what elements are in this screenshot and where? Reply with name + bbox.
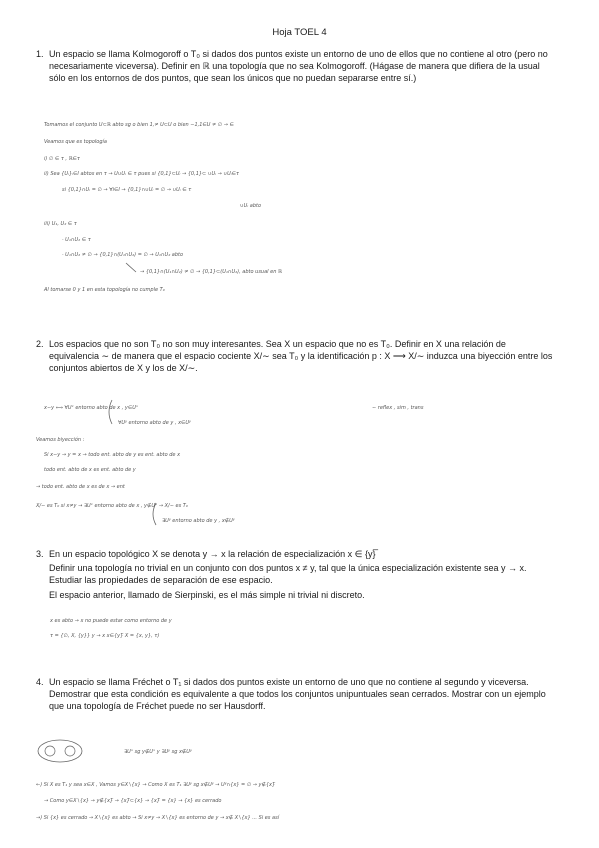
sketch-point-circle [45,746,55,756]
handwritten-line: Veamos que es topología [44,139,107,145]
problem-number: 4. [36,677,44,687]
problem-text: Un espacio se llama Kolmogoroff o T₀ si dados dos puntos existe un entorno de uno de ellos que no contiene al otro (pero no necesariamente viceversa). Definir en ℝ una topología que no sea Kolmogoroff. (Hágase de manera que difiera de la usual sólo en los entornos de dos puntos, que sean los únicos que no puedan separarse entre sí.) [49,49,548,84]
handwritten-answer-1 [43,122,282,293]
brace-mark [109,400,112,424]
handwritten-line: Si x∼y → y = x → todo ent. abto de y es ent. abto de x [44,452,181,458]
page-title: Hoja TOEL 4 [272,27,327,38]
handwritten-line: Al tomarse 0 y 1 en esta topología no cumple T₀ [44,287,165,293]
handwritten-answer-3 [49,618,173,639]
handwritten-line: Tomamos el conjunto U⊂ℝ abto sg o bien 1,≠ U⊂U o bien −1,1∈U ≠ ∅ → ∈ [44,122,234,128]
handwritten-line: · U₁∩U₂ ∈ τ [62,237,91,243]
problem-text: Los espacios que no son T₀ no son muy interesantes. Sea X un espacio que no es T₀. Definir en X una relación de equivalencia ∼ de manera que el espacio cociente X/∼ sea T₀ y la identificación p : X ⟶ X/∼ induzca una biyección entre los conjuntos abiertos de X y los de X/∼. [49,339,553,374]
problem-number: 2. [36,339,44,349]
handwritten-line: si {0,1}∩Uᵢ = ∅ → ∀i∈I → {0,1}∩∪Uᵢ = ∅ → ∪Uᵢ ∈ τ [62,187,192,193]
handwritten-line: x∼y ⟺ ∀Uˣ entorno abto de x , y∈Uˣ [44,405,139,411]
problem-3 [36,548,558,601]
problem-text: En un espacio topológico X se denota y → x la relación de especialización x ∈ {y}̅ [49,549,376,559]
handwritten-line: Veamos biyección : [36,437,85,443]
arrow-mark [126,263,136,272]
handwritten-line: X/∼ es T₀ si x≠y → ∃Uˣ entorno abto de x , y∉Uˣ → X/∼ es T₀ [36,503,188,509]
problem-number: 1. [36,49,44,59]
handwritten-line: i) ∅ ∈ τ , ℝ∈τ [44,156,80,162]
handwritten-line: · U₁∩U₂ ≠ ∅ → {0,1}∩(U₁∩U₂) = ∅ → U₁∩U₂ abto [62,252,184,258]
handwritten-line: ∪Uᵢ abto [240,203,262,209]
sketch-point-circle [65,746,75,756]
handwritten-line: → todo ent. abto de x es de x → ent [36,484,125,490]
problem-1 [36,48,558,85]
handwritten-line: ∃Uˣ sg y∉Uˣ y ∃Uʸ sg x∉Uʸ [124,749,192,755]
sketch-outline [38,740,82,762]
problem-2 [36,338,558,375]
handwritten-line: ←) Si X es T₁ y sea x∈X , Vamos y∈X∖{x} → Como X es T₁ ∃Uʸ sg x∉Uʸ → Uʸ∩{x} = ∅ → y∉{x}̅ [36,782,276,788]
handwritten-line: →) Si {x} es cerrado → X∖{x} es abto → Si x≠y → X∖{x} es entorno de y → x∉ X∖{x} ... Si es así [36,815,280,821]
handwritten-line: → Como y∈X∖{x} → y∉{x}̅ → {x}̅⊂{x} → {x}̅ = {x} → {x} es cerrado [44,798,222,804]
brace-mark [153,503,156,525]
problem-4 [36,676,558,713]
handwritten-line: ∼ reflex , sim , trans [372,405,424,411]
problem-text: Definir una topología no trivial en un conjunto con dos puntos x ≠ y, tal que la única especialización existente sea y → x. Estudiar las propiedades de separación de ese espacio. [49,563,527,586]
problem-number: 3. [36,549,44,559]
handwritten-answer-4 [36,740,280,821]
problem-text: El espacio anterior, llamado de Sierpinski, es el más simple ni trivial ni discreto. [49,589,365,600]
handwritten-line: x es abto → x no puede estar como entorno de y [50,618,172,624]
handwritten-line: ∃Uʸ entorno abto de y , x∉Uʸ [162,518,235,524]
handwritten-line: todo ent. abto de x es ent. abto de y [44,467,136,473]
handwritten-line: τ = {∅, X, {y}} y → x x∈{y}̅ X = {x, y}, τ) [50,633,160,639]
handwritten-line: ii) Sea {Uᵢ}ᵢ∈I abtos en τ → U∪Uᵢ ∈ τ pues si {0,1}⊂Uᵢ → {0,1}⊂ ∪Uᵢ → ∪Uᵢ∈τ [44,171,239,177]
handwritten-line: ∀Uʸ entorno abto de y , x∈Uʸ [118,420,191,426]
problem-text: Un espacio se llama Fréchet o T₁ si dados dos puntos existe un entorno de uno que no contiene al segundo y viceversa. Demostrar que esta condición es equivalente a que todos los conjuntos unipuntuales sean cerrados. Mostrar con un ejemplo que una topología de Fréchet puede no ser Hausdorff. [49,677,546,712]
handwritten-answer-2 [35,400,424,525]
handwritten-line: iii) U₁, U₂ ∈ τ [44,221,77,227]
handwritten-line: → {0,1}∩(U₁∩U₂) ≠ ∅ → {0,1}⊂(U₁∩U₂), abto usual en ℝ [140,269,282,275]
